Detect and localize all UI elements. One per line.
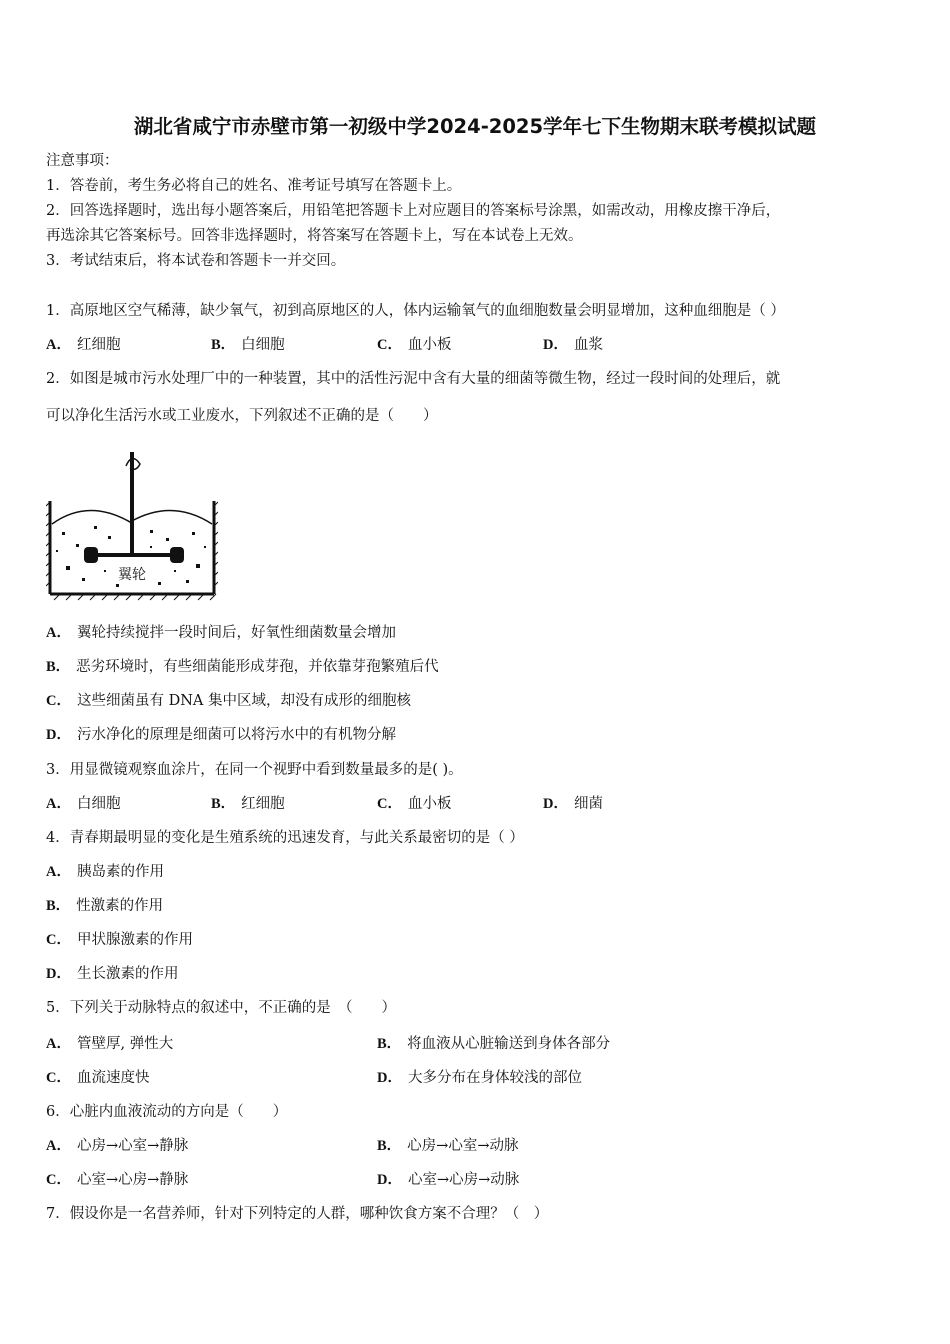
question-3-stem: 3．用显微镜观察血涂片，在同一个视野中看到数量最多的是( )。 bbox=[46, 762, 463, 778]
q2-option-b[interactable]: B． 恶劣环境时，有些细菌能形成芽孢，并依靠芽孢繁殖后代 bbox=[46, 659, 439, 675]
q6-option-b[interactable]: B． 心房→心室→动脉 bbox=[377, 1138, 519, 1154]
q6-option-c[interactable]: C． 心室→心房→静脉 bbox=[46, 1172, 189, 1188]
question-4-stem: 4．青春期最明显的变化是生殖系统的迅速发育，与此关系最密切的是（ ） bbox=[46, 830, 524, 846]
q2-option-d[interactable]: D． 污水净化的原理是细菌可以将污水中的有机物分解 bbox=[46, 727, 396, 743]
sewage-tank-figure bbox=[46, 446, 218, 604]
question-2-stem: 2．如图是城市污水处理厂中的一种装置，其中的活性污泥中含有大量的细菌等微生物，经过一段时间的处理后，就 bbox=[46, 371, 781, 387]
notice-item: 2．回答选择题时，选出每小题答案后，用铅笔把答题卡上对应题目的答案标号涂黑，如需改动，用橡皮擦干净后， bbox=[46, 203, 781, 219]
q3-option-a[interactable]: A． 白细胞 bbox=[46, 796, 121, 812]
question-5-stem: 5．下列关于动脉特点的叙述中，不正确的是 （ ） bbox=[46, 1000, 396, 1016]
q4-option-c[interactable]: C． 甲状腺激素的作用 bbox=[46, 932, 193, 948]
notice-item: 再选涂其它答案标号。回答非选择题时，将答案写在答题卡上，写在本试卷上无效。 bbox=[46, 228, 583, 244]
q4-option-b[interactable]: B． 性激素的作用 bbox=[46, 898, 164, 914]
q5-option-b[interactable]: B． 将血液从心脏输送到身体各部分 bbox=[377, 1036, 611, 1052]
q2-option-c[interactable]: C． 这些细菌虽有 DNA 集中区域，却没有成形的细胞核 bbox=[46, 693, 411, 709]
q6-option-d[interactable]: D． 心室→心房→动脉 bbox=[377, 1172, 520, 1188]
q1-option-b[interactable]: B． 白细胞 bbox=[211, 337, 285, 353]
q4-option-d[interactable]: D． 生长激素的作用 bbox=[46, 966, 179, 982]
q6-option-a[interactable]: A． 心房→心室→静脉 bbox=[46, 1138, 189, 1154]
notice-heading: 注意事项： bbox=[46, 153, 119, 169]
q5-option-c[interactable]: C． 血流速度快 bbox=[46, 1070, 150, 1086]
q3-option-d[interactable]: D． 细菌 bbox=[543, 796, 603, 812]
q1-option-d[interactable]: D． 血浆 bbox=[543, 337, 603, 353]
figure-label-impeller: 翼轮 bbox=[118, 567, 146, 583]
q5-option-a[interactable]: A． 管壁厚, 弹性大 bbox=[46, 1036, 174, 1052]
notice-item: 1．答卷前，考生务必将自己的姓名、准考证号填写在答题卡上。 bbox=[46, 178, 462, 194]
q3-option-b[interactable]: B． 红细胞 bbox=[211, 796, 285, 812]
question-2-stem-cont: 可以净化生活污水或工业废水，下列叙述不正确的是（ ） bbox=[46, 408, 438, 424]
q1-option-a[interactable]: A． 红细胞 bbox=[46, 337, 121, 353]
page-title: 湖北省咸宁市赤壁市第一初级中学2024-2025学年七下生物期末联考模拟试题 bbox=[133, 115, 817, 138]
q3-option-c[interactable]: C． 血小板 bbox=[377, 796, 452, 812]
q5-option-d[interactable]: D． 大多分布在身体较浅的部位 bbox=[377, 1070, 582, 1086]
q4-option-a[interactable]: A． 胰岛素的作用 bbox=[46, 864, 164, 880]
q2-option-a[interactable]: A． 翼轮持续搅拌一段时间后，好氧性细菌数量会增加 bbox=[46, 625, 396, 641]
question-7-stem: 7．假设你是一名营养师，针对下列特定的人群，哪种饮食方案不合理？（ ） bbox=[46, 1206, 549, 1222]
notice-item: 3．考试结束后，将本试卷和答题卡一并交回。 bbox=[46, 253, 346, 269]
question-1-stem: 1．高原地区空气稀薄，缺少氧气，初到高原地区的人，体内运输氧气的血细胞数量会明显增加，这种血细胞是（ ） bbox=[46, 303, 785, 319]
question-6-stem: 6．心脏内血液流动的方向是（ ） bbox=[46, 1104, 288, 1120]
q1-option-c[interactable]: C． 血小板 bbox=[377, 337, 452, 353]
